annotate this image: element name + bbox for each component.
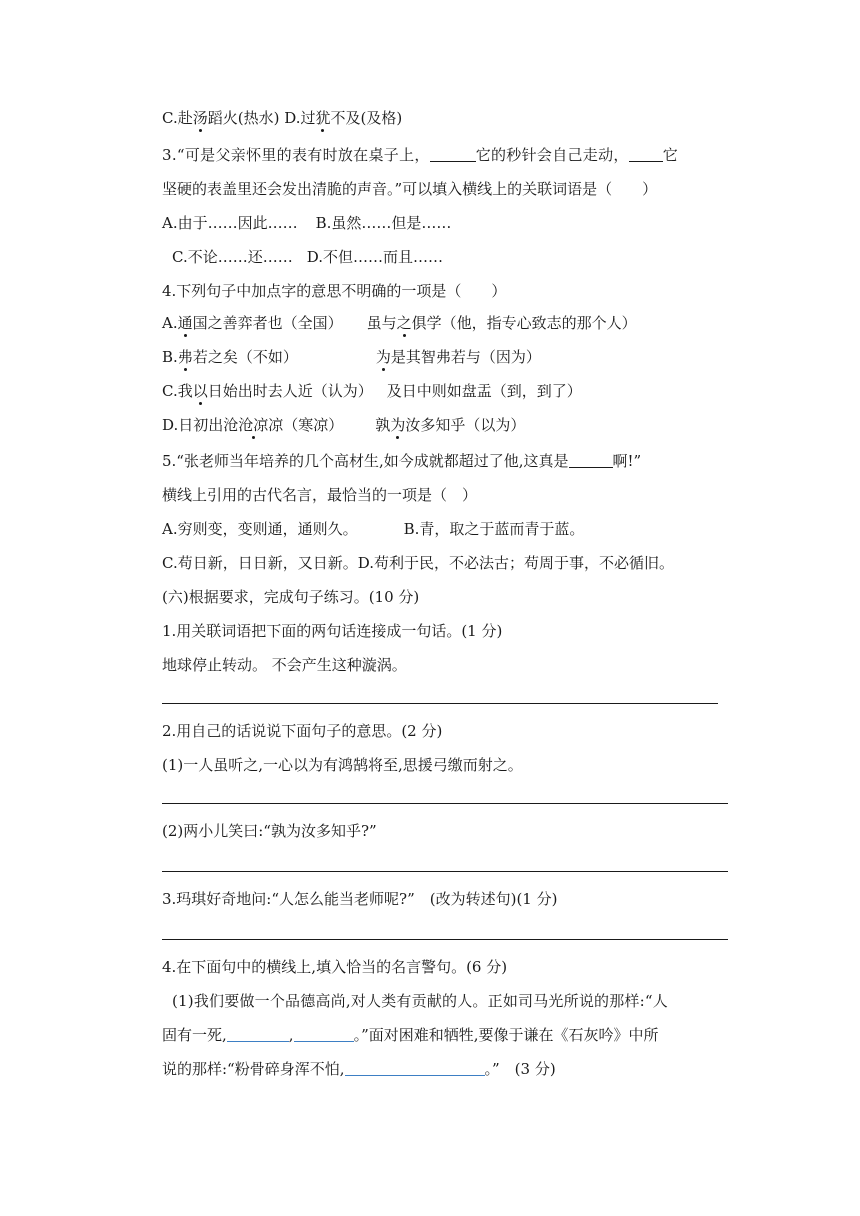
s6-q1-text: 地球停止转动。 不会产生这种漩涡。 <box>162 656 407 674</box>
s6-q4-blank-3[interactable] <box>345 1059 485 1076</box>
dotted-char: 弗 <box>177 348 193 366</box>
s6-q4-line3: 说的那样:“粉骨碎身浑不怕, 。” (3 分) <box>162 1060 556 1078</box>
q3-option-c[interactable]: C.不论……还…… <box>172 248 293 266</box>
q4-option-c[interactable]: C.我以日始出时去人近（认为） 及日中则如盘盂（到，到了） <box>162 382 582 400</box>
q4-option-a[interactable]: A.通国之善弈者也（全国） 虽与之俱学（他，指专心致志的那个人） <box>162 314 637 332</box>
s6-q3: 3.玛琪好奇地问:“人怎么能当老师呢?” (改为转述句)(1 分) <box>162 890 558 908</box>
s6-q1-answer-line[interactable] <box>162 703 718 704</box>
dotted-char: 为 <box>390 416 406 434</box>
q3-option-d[interactable]: D.不但……而且…… <box>306 248 443 266</box>
q5-stem-line1: 5.“张老师当年培养的几个高材生,如今成就都超过了他,这真是 啊!” <box>162 452 642 470</box>
q3-blank-2[interactable] <box>629 145 663 162</box>
dotted-char: 为 <box>375 348 391 366</box>
s6-q4-blank-1[interactable] <box>227 1025 289 1042</box>
s6-q4-line1: (1)我们要做一个品德高尚,对人类有贡献的人。正如司马光所说的那样:“人 <box>172 992 668 1010</box>
q3-options-ab <box>162 213 451 233</box>
s6-q2-2: (2)两小儿笑曰:“孰为汝多知乎?” <box>162 822 377 840</box>
q3-stem-line1: 3.“可是父亲怀里的表有时放在桌子上， 它的秒针会自己走动， 它 <box>162 146 679 164</box>
q5-stem-line2: 横线上引用的古代名言，最恰当的一项是（ ） <box>162 486 478 504</box>
dotted-char: 以 <box>192 382 208 400</box>
dotted-char: 通 <box>177 314 193 332</box>
q3-option-b[interactable]: B.虽然……但是…… <box>315 214 452 232</box>
q3-options-cd <box>172 247 443 267</box>
q3-blank-1[interactable] <box>430 145 476 162</box>
q3-stem-line2: 坚硬的表盖里还会发出清脆的声音。”可以填入横线上的关联词语是（ ） <box>162 180 658 198</box>
s6-q4-blank-2[interactable] <box>294 1025 354 1042</box>
s6-q4: 4.在下面句中的横线上,填入恰当的名言警句。(6 分) <box>162 958 508 976</box>
dotted-chars: 沧沧凉凉 <box>223 416 284 434</box>
q5-blank[interactable] <box>569 451 613 468</box>
q5-options-ab <box>162 519 584 539</box>
s6-q2: 2.用自己的话说说下面句子的意思。(2 分) <box>162 722 443 740</box>
s6-q3-answer-line[interactable] <box>162 939 728 940</box>
s6-q2-1: (1)一人虽听之,一心以为有鸿鹄将至,思援弓缴而射之。 <box>162 756 523 774</box>
q4-stem: 4.下列句子中加点字的意思不明确的一项是（ ） <box>162 282 507 300</box>
dotted-char: 汤 <box>192 109 208 127</box>
s6-q2-1-answer-line[interactable] <box>162 803 728 804</box>
s6-q2-2-answer-line[interactable] <box>162 871 728 872</box>
s6-q1: 1.用关联词语把下面的两句话连接成一句话。(1 分) <box>162 622 503 640</box>
q5-options-cd[interactable]: C.苟日新，日日新，又日新。D.苟利于民，不必法古；苟周于事，不必循旧。 <box>162 554 674 572</box>
q3-option-a[interactable]: A.由于……因此…… <box>162 214 298 232</box>
q5-option-a[interactable]: A.穷则变，变则通，通则久。 <box>162 520 358 538</box>
dotted-char: 之 <box>396 314 412 332</box>
q5-option-b[interactable]: B.青，取之于蓝而青于蓝。 <box>403 520 585 538</box>
q4-option-b[interactable]: B.弗若之矣（不如） 为是其智弗若与（因为） <box>162 348 541 366</box>
section-6-title: (六)根据要求，完成句子练习。(10 分) <box>162 588 420 606</box>
dotted-char: 犹 <box>315 109 331 127</box>
q4-option-d[interactable]: D.日初出沧沧凉凉（寒凉） 孰为汝多知乎（以为） <box>162 416 526 434</box>
s6-q4-line2: 固有一死, , 。”面对困难和牺牲,要像于谦在《石灰吟》中所 <box>162 1026 659 1044</box>
prev-question-options: C.赴汤蹈火(热水) D.过犹不及(及格) <box>162 109 403 127</box>
